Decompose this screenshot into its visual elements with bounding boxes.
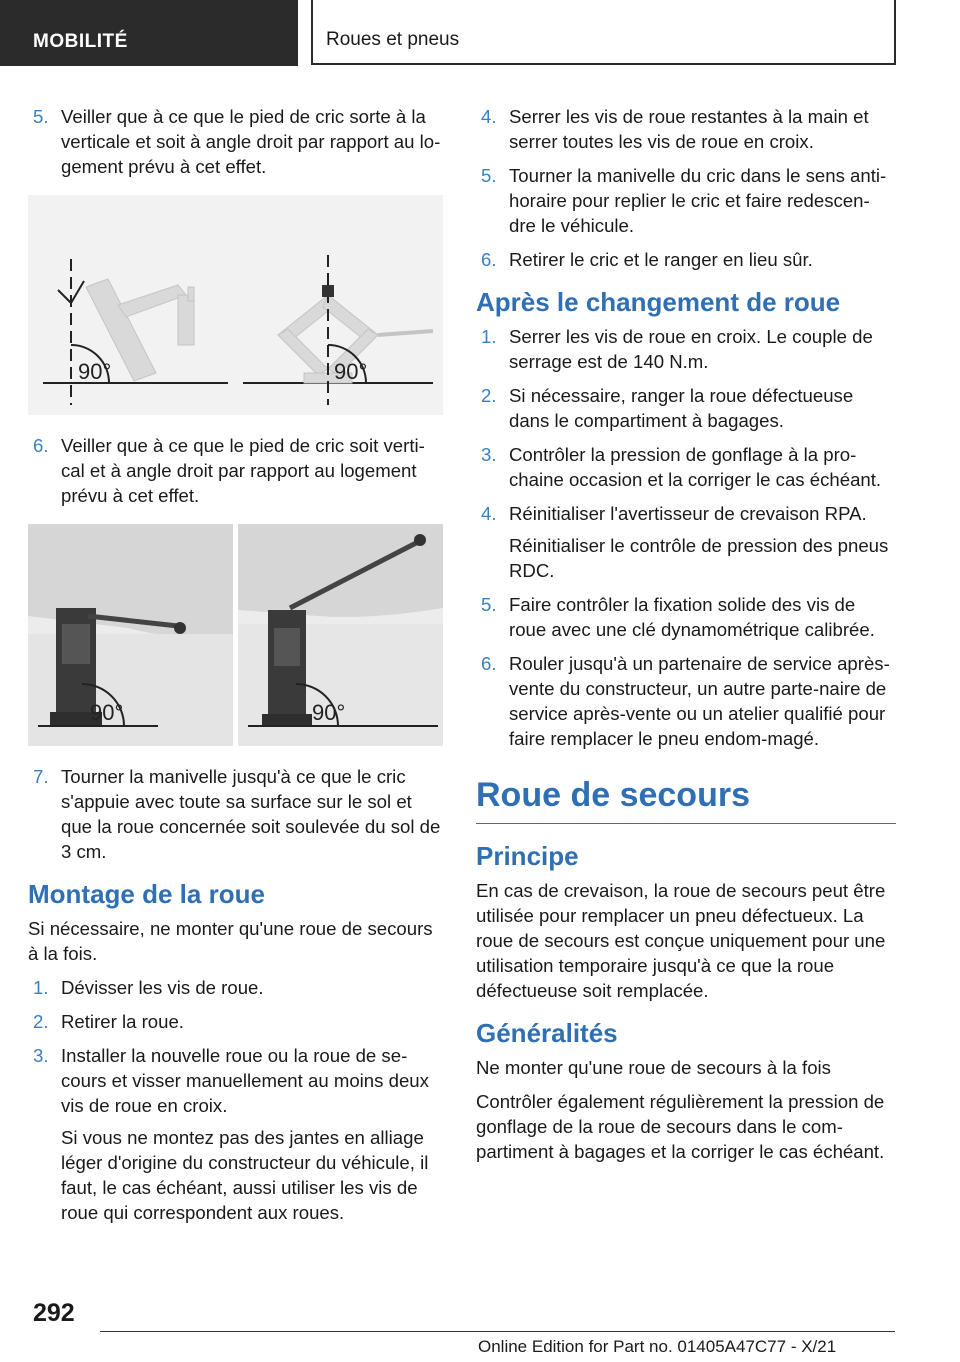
step-5-left <box>28 104 448 179</box>
right-column <box>476 104 896 1173</box>
left-column <box>28 104 448 1234</box>
step-6-left <box>28 433 448 508</box>
step-text: Dévisser les vis de roue. <box>61 977 264 998</box>
step-number: 2. <box>33 1011 49 1032</box>
spare-wheel-heading: Roue de secours <box>476 773 896 824</box>
step-text: Rouler jusqu'à un partenaire de service après-vente du constructeur, un autre parte-naire de service après-vente ou un atelier qualifié pour faire remplacer le pneu endom-magé. <box>509 653 890 749</box>
step-number: 3. <box>481 444 497 465</box>
jack-under-car-illustration <box>28 524 443 746</box>
angle-label: 90° <box>334 359 368 384</box>
footer-divider <box>100 1331 895 1332</box>
step-number: 1. <box>481 326 497 347</box>
after-step-3 <box>476 442 896 492</box>
jack-car-diagram <box>28 524 443 746</box>
chapter-tab: Roues et pneus <box>311 0 896 65</box>
after-step-1 <box>476 324 896 374</box>
montage-step-1 <box>28 975 448 1000</box>
step-text: Veiller que à ce que le pied de cric sorte à la verticale et soit à angle droit par rapport au lo-gement prévu à cet effet. <box>61 106 441 177</box>
montage-step-2 <box>28 1009 448 1034</box>
step-text: Installer la nouvelle roue ou la roue de se-cours et visser manuellement au moins deux vis de roue en croix. <box>61 1045 429 1116</box>
step-text: Faire contrôler la fixation solide des vis de roue avec une clé dynamométrique calibrée. <box>509 594 875 640</box>
step-text: Tourner la manivelle du cric dans le sens anti-horaire pour replier le cric et faire redescen-dre le véhicule. <box>509 165 887 236</box>
section-tab: MOBILITÉ <box>0 0 298 66</box>
step-5-right <box>476 163 896 238</box>
step-subtext: Si vous ne montez pas des jantes en alliage léger d'origine du constructeur du véhicule, il faut, le cas échéant, aussi utiliser les vis de roue qui correspondent aux roues. <box>61 1127 429 1223</box>
step-6-right <box>476 247 896 272</box>
step-text: Veiller que à ce que le pied de cric soit verti-cal et à angle droit par rapport au logement prévu à cet effet. <box>61 435 425 506</box>
step-text: Serrer les vis de roue en croix. Le couple de serrage est de 140 N.m. <box>509 326 873 372</box>
step-number: 5. <box>481 165 497 186</box>
generalites-text-2: Contrôler également régulièrement la pression de gonflage de la roue de secours dans le com-partiment à bagages et la corriger le cas échéant. <box>476 1091 885 1162</box>
step-text: Retirer le cric et le ranger en lieu sûr. <box>509 249 813 270</box>
step-number: 3. <box>33 1045 49 1066</box>
step-number: 4. <box>481 503 497 524</box>
after-step-2 <box>476 383 896 433</box>
page-header <box>0 0 960 66</box>
step-number: 6. <box>481 249 497 270</box>
after-step-4 <box>476 501 896 583</box>
step-subtext: Réinitialiser le contrôle de pression des pneus RDC. <box>509 535 889 581</box>
step-text: Tourner la manivelle jusqu'à ce que le cric s'appuie avec toute sa surface sur le sol et que la roue concernée soit soulevée du sol de 3 cm. <box>61 766 441 862</box>
step-number: 5. <box>33 106 49 127</box>
step-number: 1. <box>33 977 49 998</box>
step-7-left <box>28 764 448 864</box>
montage-heading: Montage de la roue <box>28 879 265 909</box>
step-number: 4. <box>481 106 497 127</box>
step-number: 6. <box>33 435 49 456</box>
angle-label: 90° <box>78 359 112 384</box>
after-step-6 <box>476 651 896 751</box>
step-number: 7. <box>33 766 49 787</box>
jack-angle-illustration <box>28 195 443 415</box>
step-text: Si nécessaire, ranger la roue défectueuse dans le compartiment à bagages. <box>509 385 854 431</box>
montage-step-3 <box>28 1043 448 1225</box>
step-4-right <box>476 104 896 154</box>
step-number: 6. <box>481 653 497 674</box>
step-number: 2. <box>481 385 497 406</box>
generalites-heading: Généralités <box>476 1018 618 1048</box>
angle-label: 90° <box>312 700 346 725</box>
step-text: Contrôler la pression de gonflage à la pro-chaine occasion et la corriger le cas échéant. <box>509 444 882 490</box>
jack-diagram <box>28 195 443 415</box>
principe-text: En cas de crevaison, la roue de secours peut être utilisée pour remplacer un pneu défectueux. La roue de secours est conçue uniquement pour une utilisation temporaire jusqu'à ce que la roue défectueuse soit remplacée. <box>476 880 886 1001</box>
generalites-text-1: Ne monter qu'une roue de secours à la fois <box>476 1057 831 1078</box>
principe-heading: Principe <box>476 841 579 871</box>
step-text: Réinitialiser l'avertisseur de crevaison RPA. <box>509 503 867 524</box>
edition-info: Online Edition for Part no. 01405A47C77 - X/21 <box>478 1337 837 1356</box>
after-step-5 <box>476 592 896 642</box>
angle-label: 90° <box>90 700 124 725</box>
page-number: 292 <box>33 1299 75 1327</box>
step-number: 5. <box>481 594 497 615</box>
step-text: Retirer la roue. <box>61 1011 184 1032</box>
step-text: Serrer les vis de roue restantes à la main et serrer toutes les vis de roue en croix. <box>509 106 869 152</box>
montage-intro: Si nécessaire, ne monter qu'une roue de secours à la fois. <box>28 918 433 964</box>
after-change-heading: Après le changement de roue <box>476 287 841 317</box>
